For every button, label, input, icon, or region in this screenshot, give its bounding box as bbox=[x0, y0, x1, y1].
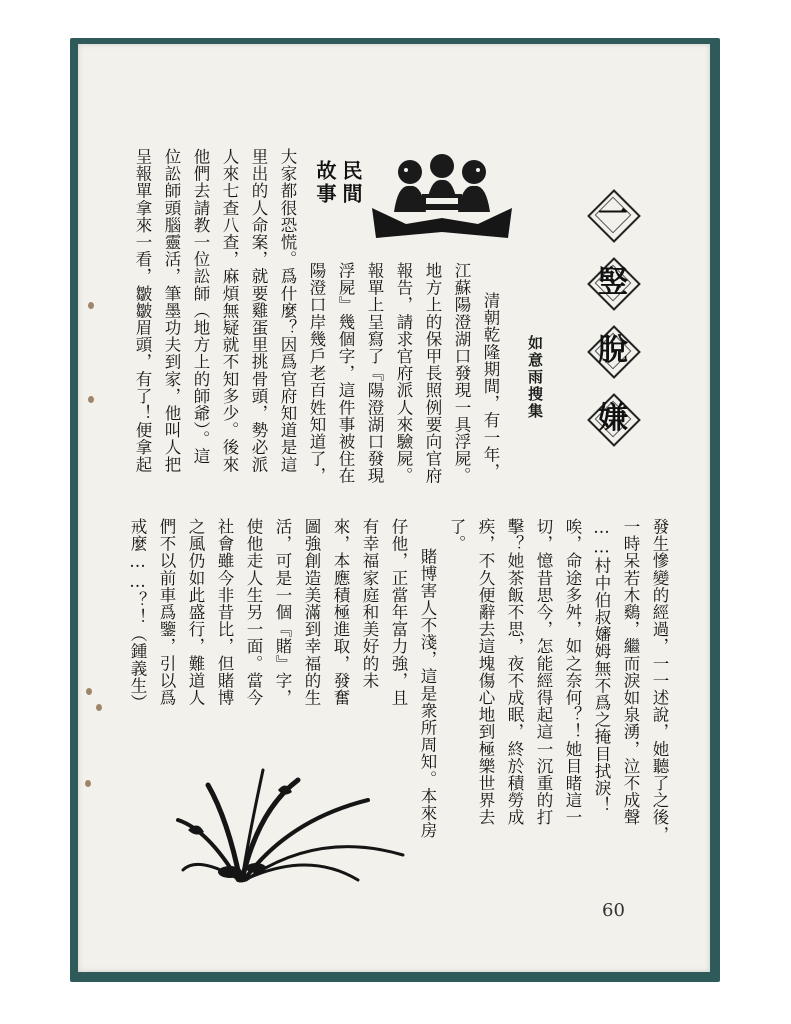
essay-column: 仔他，正當年富力強，且 bbox=[389, 518, 408, 707]
story-column: 浮屍』幾個字，這件事被住在 bbox=[336, 262, 355, 485]
story-column: 報單上呈寫了『陽澄湖口發現 bbox=[365, 262, 384, 485]
section-title bbox=[312, 160, 364, 206]
title-char: 一 bbox=[598, 197, 628, 232]
story-column: 大家都很恐慌。爲什麼？因爲官府知道是這 bbox=[278, 148, 297, 473]
title-char: 嫌 bbox=[598, 401, 628, 436]
essay-column: 戒麼……？！（鍾義生） bbox=[128, 518, 147, 712]
story-column: 報告，請求官府派人來驗屍。 bbox=[394, 262, 413, 485]
title-char: 脫 bbox=[598, 333, 628, 368]
orchid-illustration bbox=[168, 760, 418, 890]
essay-column: 唉，命途多舛，如之奈何？！她目睹這一 bbox=[563, 518, 582, 826]
essay-column: 賭博害人不淺，這是衆所周知。本來房 bbox=[418, 548, 437, 839]
story-column: 位訟師頭腦靈活，筆墨功夫到家，他叫人把 bbox=[162, 148, 181, 473]
story-column: 地方上的保甲長照例要向官府 bbox=[423, 262, 442, 485]
essay-column: 擊？她茶飯不思，夜不成眠，終於積勞成 bbox=[505, 518, 524, 826]
binding-hole bbox=[88, 396, 94, 403]
folk-tale-illustration bbox=[368, 152, 516, 244]
binding-hole bbox=[85, 780, 91, 787]
binding-hole bbox=[88, 302, 94, 309]
essay-column: 們不以前車爲鑒，引以爲 bbox=[157, 518, 176, 707]
essay-column: 了。 bbox=[447, 518, 466, 553]
story-column: 人來七查八查，麻煩無疑就不知多少。後來 bbox=[220, 148, 239, 473]
essay-column: 一時呆若木鷄，繼而淚如泉湧，泣不成聲 bbox=[621, 518, 640, 826]
title-diamond-4 bbox=[588, 394, 638, 444]
essay-column: 有幸福家庭和美好的未 bbox=[360, 518, 379, 689]
section-title-part: 故事 bbox=[313, 160, 337, 206]
story-column: 呈報單拿來一看，皺皺眉頭，有了！便拿起 bbox=[133, 148, 152, 473]
story-column: 陽澄口岸幾戶老百姓知道了， bbox=[307, 262, 326, 485]
essay-column: 來，本應積極進取，發奮 bbox=[331, 518, 350, 707]
story-column: 里出的人命案，就要雞蛋里挑骨頭，勢必派 bbox=[249, 148, 268, 473]
author-credit: 如意雨搜集 bbox=[526, 335, 544, 420]
essay-column: 之風仍如此盛行，難道人 bbox=[186, 518, 205, 707]
title-diamond-2 bbox=[588, 258, 638, 308]
title-diamond-3 bbox=[588, 326, 638, 376]
essay-column: 使他走人生另一面。當今 bbox=[244, 518, 263, 707]
essay-column: 圖強創造美滿到幸福的生 bbox=[302, 518, 321, 707]
binding-hole bbox=[96, 704, 102, 711]
essay-column: 疾，不久便辭去這塊傷心地到極樂世界去 bbox=[476, 518, 495, 826]
story-column: 江蘇陽澄湖口發現一具浮屍。 bbox=[452, 262, 471, 485]
story-column: 他們去請教一位訟師（地方上的師爺）。這 bbox=[191, 148, 210, 465]
title-diamond-1 bbox=[588, 190, 638, 240]
essay-column: ……村中伯叔嬸姆無不爲之掩目拭淚！ bbox=[592, 518, 611, 814]
story-column: 清朝乾隆期間，有一年， bbox=[481, 292, 500, 481]
section-title-part: 民間 bbox=[339, 160, 363, 206]
page-number: 60 bbox=[602, 900, 625, 921]
essay-column: 社會雖今非昔比，但賭博 bbox=[215, 518, 234, 707]
essay-column: 切，憶昔思今，怎能經得起這一沉重的打 bbox=[534, 518, 553, 826]
title-char: 竪 bbox=[598, 265, 628, 300]
essay-column: 發生慘變的經過，一一述說，她聽了之後， bbox=[650, 518, 669, 843]
essay-column: 活，可是一個『賭』字， bbox=[273, 518, 292, 707]
binding-hole bbox=[86, 688, 92, 695]
